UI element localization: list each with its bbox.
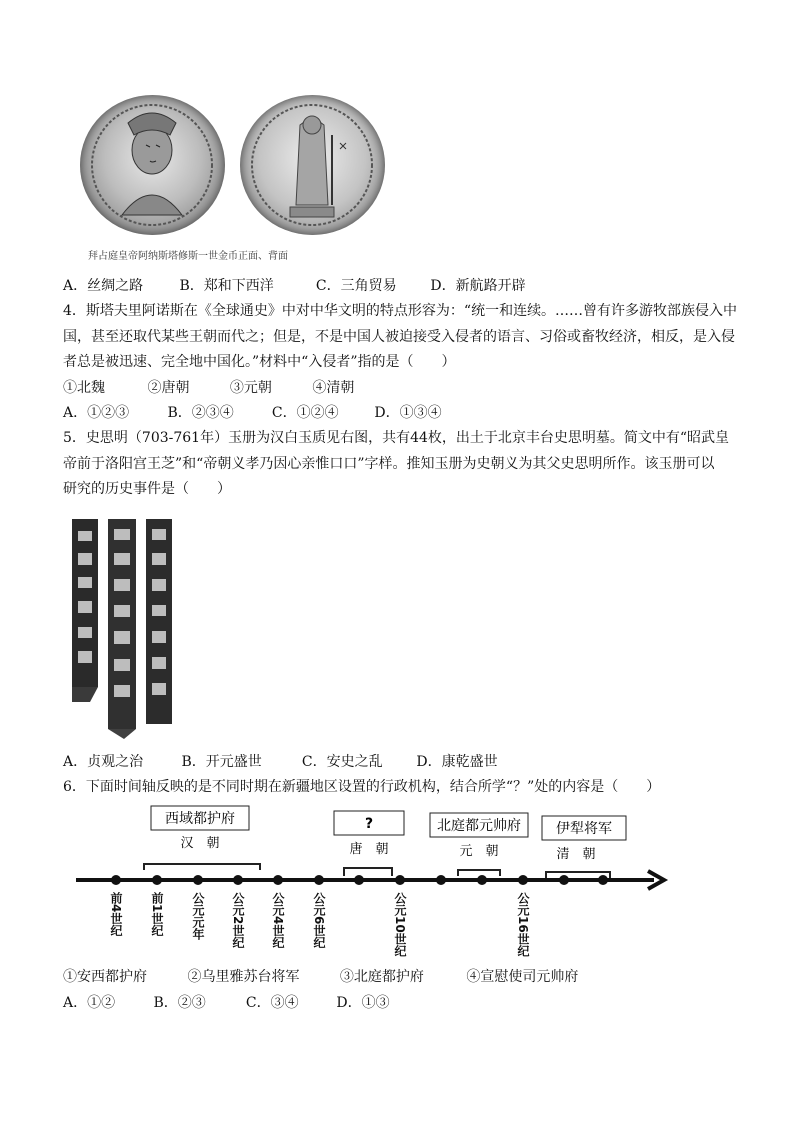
q5-stem-line-3: 研究的历史事件是（ ） xyxy=(63,481,231,497)
q5-option-a[interactable]: A．贞观之治 xyxy=(63,754,144,770)
q5-option-c[interactable]: C．安史之乱 xyxy=(301,754,383,770)
tick-label-bc1: 前1世纪 xyxy=(150,892,164,937)
jade-slips-image xyxy=(68,517,174,739)
q4-options xyxy=(63,403,442,423)
q5-stem-line-1: 5．史思明（703-761年）玉册为汉白玉质见右图，共有44枚，出土于北京丰台史思明墓。简文中有“昭武皇 xyxy=(63,430,730,446)
q6-item-2: ②乌里雅苏台将军 xyxy=(187,969,300,985)
q4-item-3: ③元朝 xyxy=(229,380,272,396)
dynasty-han: 汉 朝 xyxy=(180,836,220,851)
q4-item-1: ①北魏 xyxy=(63,380,105,396)
q3-options xyxy=(63,276,526,296)
q5-option-d[interactable]: D．康乾盛世 xyxy=(416,754,498,770)
q6-stem: 6．下面时间轴反映的是不同时期在新疆地区设置的行政机构，结合所学“？”处的内容是（ ） xyxy=(63,779,661,795)
q3-option-b[interactable]: B．郑和下西洋 xyxy=(179,278,274,294)
q5-options xyxy=(63,752,498,772)
q6-item-4: ④宣慰使司元帅府 xyxy=(466,969,579,985)
q4-item-2: ②唐朝 xyxy=(147,380,190,396)
coin-back-image xyxy=(240,95,385,235)
q4-items xyxy=(63,378,354,398)
q6-option-a[interactable]: A．①② xyxy=(63,995,116,1011)
box-beiting-label: 北庭都元帅府 xyxy=(437,818,521,834)
tick-label-ad16c: 公元16世纪 xyxy=(516,892,530,957)
q6-option-d[interactable]: D．①③ xyxy=(336,995,390,1011)
q6-items xyxy=(63,967,578,987)
q4-option-b[interactable]: B．②③④ xyxy=(167,405,234,421)
tick-label-ad1: 公元元年 xyxy=(191,892,205,940)
bracket-tang xyxy=(344,868,392,876)
q4-stem-line-1: 4．斯塔夫里阿诺斯在《全球通史》中对中华文明的特点形容为：“统一和连续。……曾有许多游牧部族侵入中 xyxy=(63,303,738,319)
dynasty-yuan: 元 朝 xyxy=(459,844,499,859)
dynasty-tang: 唐 朝 xyxy=(349,842,389,857)
q6-item-3: ③北庭都护府 xyxy=(339,969,424,985)
tick-label-ad2c: 公元2世纪 xyxy=(231,892,245,949)
coin-caption: 拜占庭皇帝阿纳斯塔修斯一世金币正面、背面 xyxy=(88,251,288,262)
timeline-figure xyxy=(62,800,682,970)
q4-option-c[interactable]: C．①②④ xyxy=(271,405,339,421)
bracket-yuan xyxy=(458,870,500,876)
q4-option-d[interactable]: D．①③④ xyxy=(374,405,442,421)
tick-label-bc4: 前4世纪 xyxy=(109,892,123,937)
q5-stem-line-2: 帝前于洛阳宫王芝”和“帝朝义孝乃因心亲惟口口”字样。推知玉册为史朝义为其父史思明所作。该玉册可以 xyxy=(63,456,715,472)
q6-item-1: ①安西都护府 xyxy=(63,969,147,985)
q6-option-b[interactable]: B．②③ xyxy=(153,995,206,1011)
box-yili-label: 伊犁将军 xyxy=(556,821,612,837)
tick-label-ad6c: 公元6世纪 xyxy=(312,892,326,949)
q4-stem-line-3: 者总是被迅速、完全地中国化。”材料中“入侵者”指的是（ ） xyxy=(63,354,456,370)
tick-label-ad4c: 公元4世纪 xyxy=(271,892,285,949)
coin-front-image xyxy=(80,95,225,235)
bracket-han xyxy=(144,864,260,870)
dynasty-qing: 清 朝 xyxy=(556,847,596,862)
q3-option-d[interactable]: D．新航路开辟 xyxy=(430,278,526,294)
tick-label-ad10c: 公元10世纪 xyxy=(393,892,407,957)
q6-option-c[interactable]: C．③④ xyxy=(245,995,299,1011)
q6-options xyxy=(63,993,390,1013)
box-question-label: ? xyxy=(364,816,374,832)
q4-stem-line-2: 国，甚至还取代某些王朝而代之；但是，不是中国人被迫接受入侵者的语言、习俗或畜牧经济，相反，是入侵 xyxy=(63,329,735,345)
q5-option-b[interactable]: B．开元盛世 xyxy=(181,754,262,770)
q4-item-4: ④清朝 xyxy=(312,380,355,396)
q3-option-a[interactable]: A．丝绸之路 xyxy=(63,278,144,294)
q3-option-c[interactable]: C．三角贸易 xyxy=(315,278,397,294)
box-xiyu-label: 西域都护府 xyxy=(165,811,235,827)
q4-option-a[interactable]: A．①②③ xyxy=(63,405,130,421)
